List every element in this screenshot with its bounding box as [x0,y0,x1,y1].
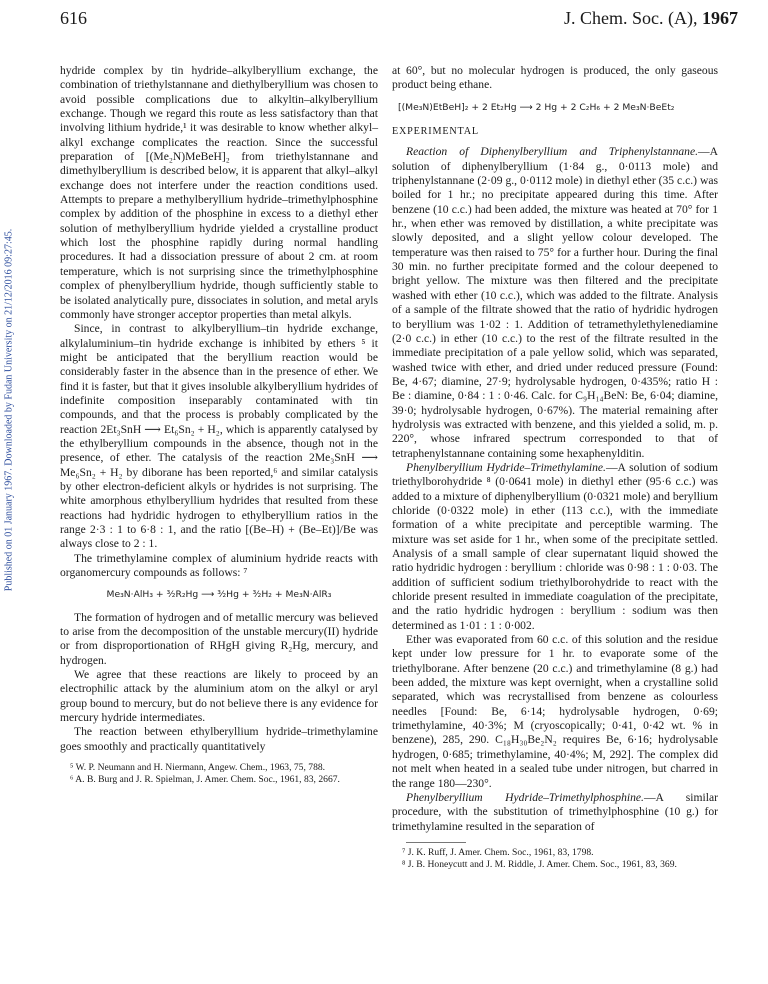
journal-year: 1967 [702,8,738,28]
page-number: 616 [60,8,87,28]
paragraph: The formation of hydrogen and of metallic mercury was believed to arise from the decomposition of the unstable mercury(II) hydride or from disproportionation of RHgH giving R₂Hg, mercury, and hydrogen. [60,610,378,667]
paragraph: Ether was evaporated from 60 c.c. of this solution and the residue kept under low pressure for 1 hr. to evaporate some of the triethylborane. After benzene (20 c.c.) and trimethylamine (8 g.) had been added, the mixture was kept overnight, when a crystalline solid separated, which was recrystallised from benzene as colourless needles [Found: Be, 6·14; hydrolysable hydrogen, 0·69; trimethylamine, 40·3%; M (cryoscopically; 0·41, 0·42 wt. % in benzene), 285, 290. C₁₈H₃₀Be₂N₂ requires Be, 6·16; hydrolysable hydrogen, 0·685; trimethylamine, 40·4%; M, 292]. The complex did not melt when heated in a sealed tube under nitrogen, but charred in the range 180—230°. [392,633,718,790]
right-column [392,64,718,871]
subsection-paragraph [392,145,718,461]
running-head [564,8,738,29]
footnote: ⁸ J. B. Honeycutt and J. M. Riddle, J. Amer. Chem. Soc., 1961, 83, 369. [402,858,677,870]
footnote: ⁵ W. P. Neumann and H. Niermann, Angew. Chem., 1963, 75, 788. [70,762,326,774]
footnotes [392,847,718,871]
footnote-divider [406,842,466,843]
paragraph: at 60°, but no molecular hydrogen is produced, the only gaseous product being ethane. [392,64,718,92]
paragraph: The reaction between ethylberyllium hydride–trimethylamine goes smoothly and practically quantitatively [60,725,378,753]
footnote: ⁷ J. K. Ruff, J. Amer. Chem. Soc., 1961, 83, 1798. [402,846,594,858]
subsection-body: —A solution of sodium triethylborohydride ⁸ (0·0641 mole) in diethyl ether (95·6 c.c.) was added to a mixture of diphenylberyllium (0·0321 mole) and beryllium chloride (0·0322 mole) in ether (113 c.c.), with the immediate formation of a white precipitate and perceptible warming. The mixture was set aside for 1 hr., when some of the precipitate settled. Analysis of a small sample of clear supernatant liquid showed the ratio hydridic hydrogen : beryllium : chloride was 0·98 : 1 : 0·03. The addition of sufficient sodium triethylborohydride to react with the chloride present resulted in immediate coagulation of the precipitate, and the ratio hydridic hydrogen : beryllium : sodium was then determined as 1·01 : 1 : 0·002. [392,460,719,632]
paragraph: The trimethylamine complex of aluminium hydride reacts with organomercury compounds as follows: ⁷ [60,551,378,580]
subsection-body: —A similar procedure, with the substitution of trimethylphosphine (10 g.) for trimethylamine resulted in the separation of [392,790,718,833]
download-notice-text: Published on 01 January 1967. Downloaded by Fudan University on 21/12/2016 09:27:45. [3,228,15,592]
side-download-notice [2,70,16,750]
footnotes [60,762,378,786]
subsection-paragraph [392,791,718,834]
left-column [60,64,378,786]
paragraph: hydride complex by tin hydride–alkylberyllium exchange, the combination of triethylstannane and diethylberyllium was chosen to avoid possible complications due to alkyltin–alkylberyllium exchange. Though we regard this route as less satisfactory than that involving lithium hydride,¹ it was desirable to know whether alkyl–alkyl exchange complicates the reaction. Since the successful preparation of [(Me₂N)MeBeH]₂ from triethylstannane and dimethylberyllium is described below, it is apparent that alkyl–alkyl exchange does not interfere under the reaction conditions used. Attempts to prepare a methylberyllium hydride–trimethylphosphine complex by addition of the phosphine in excess to a diethyl ether solution of methylberyllium hydride yielded a crystalline product which lost the phosphine rapidly during normal handling procedures. It had a dissociation pressure of about 2 cm. at room temperature, which is not surprising since the trimethylphosphine complex of phenylberyllium hydride, though sufficiently stable to be isolated analytically pure, dissociates in solution, and metal aryls commonly have stronger acceptor properties than metal alkyls. [60,64,378,321]
footnote: ⁶ A. B. Burg and J. R. Spielman, J. Amer. Chem. Soc., 1961, 83, 2667. [70,774,340,786]
subsection-title: Reaction of Diphenylberyllium and Triphenylstannane. [406,145,699,159]
page-header [60,8,738,38]
paragraph: We agree that these reactions are likely to proceed by an electrophilic attack by the aluminium atom on the alkyl or aryl group bound to mercury, but do not believe there is any evidence for mercury hydride intermediates. [60,668,378,725]
subsection-body: —A solution of diphenylberyllium (1·84 g., 0·0113 mole) and triphenylstannane (2·09 g., 0·0112 mole) in diethyl ether (35 c.c.) was boiled for 1 hr.; no precipitate appeared during this time. After benzene (10 c.c.) had been added, the mixture was heated at 70° for 1 hr., when ether was removed by distillation, a white precipitate was slowly deposited, and a slight yellow colour developed. The temperature was then raised to 75° for a further hour. During the final 30 min. no further precipitate formed and the colour deepened to bright yellow. The mixture was then filtered and the precipitate washed with ether (10 c.c.), which was added to the filtrate. Analysis of a sample of the filtrate showed that the ratio of hydridic hydrogen to beryllium was 1·02 : 1. Addition of tetramethylethylenediamine (2·0 c.c.) in ether (10 c.c.) to the rest of the filtrate resulted in the immediate precipitation of a pale yellow solid, which was separated, washed twice with ether, and dried under reduced pressure (Found: Be, 4·67; diamine, 27·9; hydrolysable hydrogen, 0·435%; ratio H : Be : diamine, 0·84 : 1 : 0·46. Calc. for C₉H₁₄BeN: Be, 6·04; diamine, 39·0; hydrolysable hydrogen, 0·67%). The material remaining after hydrolysis was extracted with benzene, and this yielded a solid, m. p. 220°, whose infrared spectrum corresponded to that of tetraphenylstannane containing some hexaphenylditin. [392,145,718,460]
equation: Me₃N·AlH₃ + ³⁄₂R₂Hg ⟶ ³⁄₂Hg + ³⁄₂H₂ + Me₃N·AlR₃ [106,589,332,601]
paragraph: Since, in contrast to alkylberyllium–tin hydride exchange, alkylaluminium–tin hydride exchange is inhibited by ethers ⁵ it might be anticipated that the beryllium reaction would be considerably faster in the absence than in the presence of ether. We find it is faster, but that it gives insoluble alkylberyllium hydrides of indefinite composition inseparably contaminated with tin compounds, and that the process is probably complicated by the reaction 2Et₃SnH ⟶ Et₆Sn₂ + H₂, which is apparently catalysed by the ethylberyllium compounds in the absence, though not in the presence, of ether. The catalysis of the reaction 2Me₃SnH ⟶ Me₆Sn₂ + H₂ by diborane has been reported,⁶ and similar catalysis by other electron-deficient alkyls or hydrides is not surprising. The white amorphous ethylberyllium hydrides that resulted from these reactions had hydridic hydrogen to ethylberyllium ratios in the range 2·3 : 1 to 6·8 : 1, and the ratio [(Be–H) + (Be–Et)]/Be was always close to 2 : 1. [60,322,378,551]
subsection-title: Phenylberyllium Hydride–Trimethylamine. [406,460,606,474]
equation: [(Me₃N)EtBeH]₂ + 2 Et₂Hg ⟶ 2 Hg + 2 C₂H₆ + 2 Me₃N·BeEt₂ [398,101,675,113]
subsection-title: Phenylberyllium Hydride–Trimethylphosphine. [406,790,644,804]
section-heading: EXPERIMENTAL [392,126,479,138]
journal-name: J. Chem. Soc. (A), [564,8,698,28]
subsection-paragraph [392,461,718,633]
